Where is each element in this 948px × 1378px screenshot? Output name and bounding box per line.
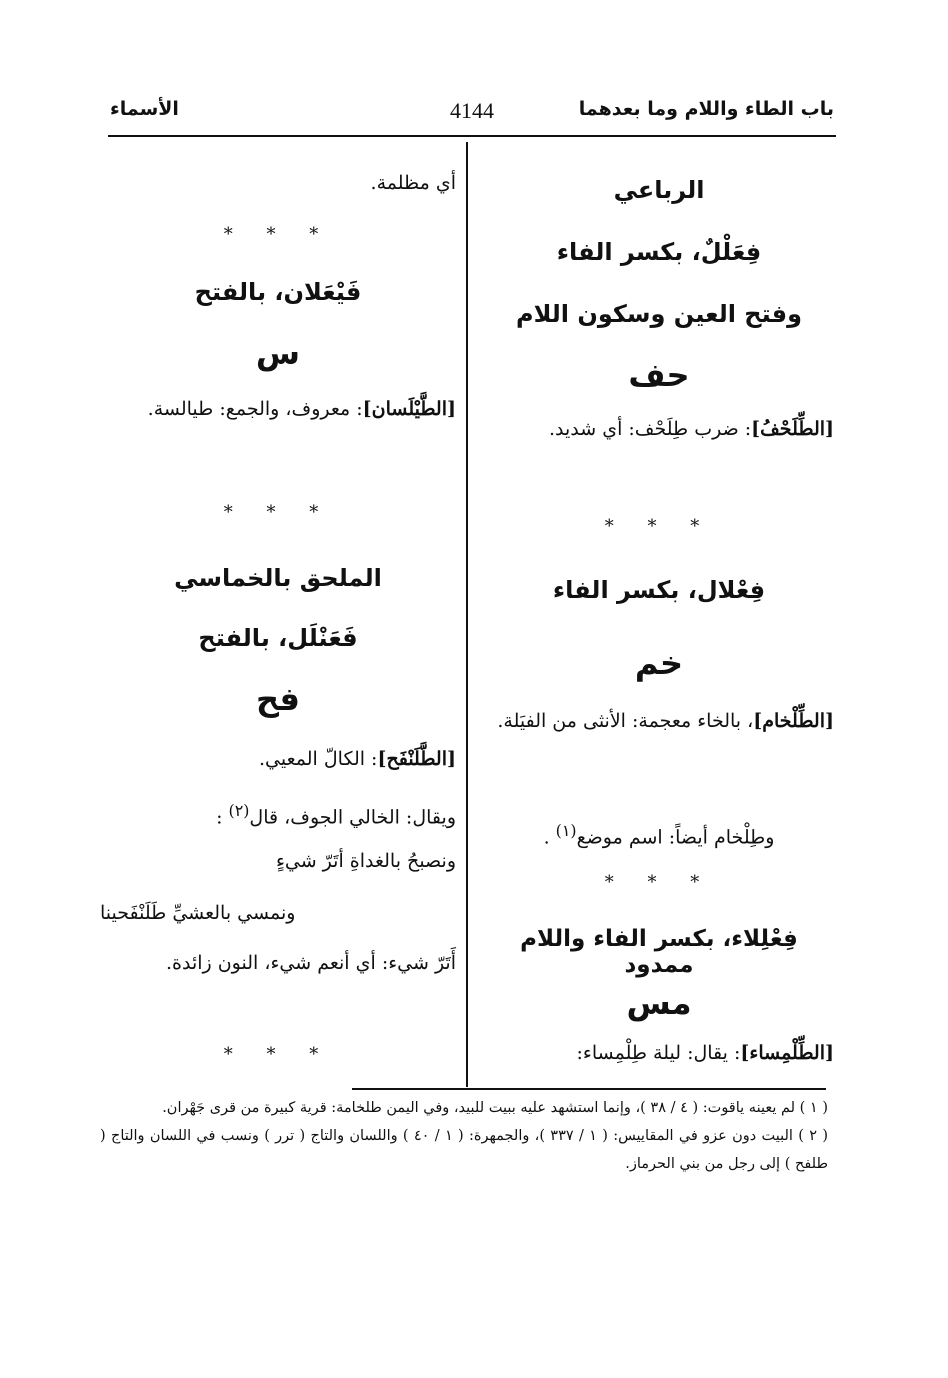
- separator-stars: * * *: [604, 872, 714, 893]
- entry-lemma: [الطِّلْخام]: [753, 710, 834, 732]
- root-heading: حف: [628, 356, 690, 394]
- entry-lemma: [الطِّلَحْفُ]: [751, 418, 834, 440]
- entry-lemma: [الطِّلْمِساء]: [740, 1042, 834, 1064]
- entry-text: وطِلْخام أيضاً: اسم موضع: [576, 826, 775, 849]
- separator-stars: * * *: [223, 1044, 333, 1065]
- footnote-rule: [352, 1088, 826, 1090]
- footnote-ref: (٢): [228, 801, 250, 820]
- footnote: ( ٢ ) البيت دون عزو في المقاييس: ( ١ / ٣٣٧ )، والجمهرة: ( ١ / ٤٠ ) واللسان والتاج ( ترر ) ونسب في اللسان والتاج ( طلفح ) إلى رجل من بني الحرماز.: [100, 1128, 828, 1172]
- footnote: ( ١ ) لم يعينه ياقوت: ( ٤ / ٣٨ )، وإنما استشهد عليه ببيت للبيد، وفي اليمن طلخامة: قرية كبيرة من قرى جَهْران.: [162, 1100, 828, 1116]
- pattern-heading: فِعْلال، بكسر الفاء: [552, 576, 766, 604]
- pattern-heading: فِعْلِلاء، بكسر الفاء واللام ممدود: [520, 926, 798, 978]
- verse-line: ونصبحُ بالغداةِ أتَرّ شيءٍ: [275, 850, 456, 872]
- page-number: 4144: [450, 98, 494, 123]
- root-heading: س: [255, 334, 301, 372]
- page-header: [110, 98, 834, 132]
- entry-text: : معروف، والجمع: طيالسة.: [147, 398, 363, 420]
- pattern-heading-cont: وفتح العين وسكون اللام: [515, 300, 803, 328]
- pattern-heading: فِعَلْلٌ، بكسر الفاء: [556, 238, 762, 266]
- header-rule: [108, 135, 836, 137]
- entry-lemma: [الطَّيْلَسان]: [362, 398, 456, 420]
- category-title: الأسماء: [110, 98, 179, 120]
- separator-stars: * * *: [223, 224, 333, 245]
- column-divider: [466, 142, 468, 1087]
- entry-text: : الكالّ المعيي.: [258, 748, 378, 770]
- entry: أَتَرّ شيء: أي أنعم شيء، النون زائدة.: [165, 952, 456, 974]
- footnotes: [100, 1094, 828, 1178]
- root-heading: فح: [255, 680, 300, 718]
- pattern-heading: فَيْعَلان، بالفتح: [194, 278, 362, 306]
- entry-lemma: [الطَّلَنْفَح]: [377, 748, 456, 770]
- entry: [484, 1036, 834, 1070]
- section-title: باب الطاء واللام وما بعدهما: [578, 98, 834, 120]
- entry: وطِلْخام أيضاً: اسم موضع$^{(١)}$ .: [543, 821, 775, 849]
- entry-continuation: أي مظلمة.: [370, 172, 456, 194]
- entry-text: : يقال: ليلة طِلْمِساء:: [576, 1042, 741, 1064]
- root-heading: خم: [634, 644, 684, 682]
- separator-stars: * * *: [223, 502, 333, 523]
- entry: [100, 392, 456, 426]
- separator-stars: * * *: [604, 516, 714, 537]
- root-heading: مس: [626, 984, 692, 1022]
- entry-text: : ضرب طِلَحْف: أي شديد.: [548, 418, 752, 440]
- entry: [484, 412, 834, 446]
- heading-main: الرباعي: [613, 176, 705, 204]
- section-heading: الملحق بالخماسي: [174, 564, 382, 592]
- entry: [484, 704, 834, 738]
- entry: ويقال: الخالي الجوف، قال$^{(٢)}$ :: [216, 801, 456, 829]
- footnote-ref: (١): [555, 821, 577, 840]
- entry-text: ، بالخاء معجمة: الأنثى من الفيَلة.: [497, 710, 754, 732]
- entry: [100, 742, 456, 776]
- pattern-heading: فَعَنْلَل، بالفتح: [198, 624, 358, 652]
- entry-text: ويقال: الخالي الجوف، قال: [249, 806, 456, 829]
- verse-line: ونمسي بالعشيِّ طَلَنْفَحينا: [100, 902, 296, 924]
